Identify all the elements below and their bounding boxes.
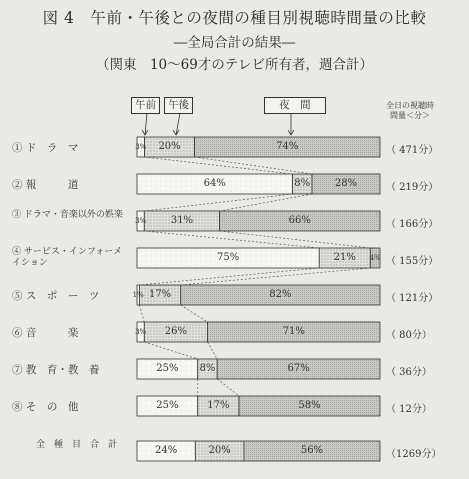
bar-value-label: 31% [170,215,194,226]
connector-line [139,268,319,285]
row-total: （ 80分） [386,330,432,341]
bar-value-label: 74% [276,141,299,152]
chart-subtitle: ―全局合計の結果― [173,35,296,51]
bar-value-label: 66% [288,215,311,226]
connector-line [144,342,197,359]
bar-value-label: 4% [369,253,381,262]
row-label [12,140,78,155]
bar-value-label: 3% [135,327,147,336]
chart-title: 図 4 午前・午後との夜間の種目別視聴時間量の比較 [42,9,427,27]
bar-value-label: 3% [135,142,147,151]
bar-value-label: 8% [294,178,311,189]
connector-line [217,379,239,396]
connector-line [139,305,144,322]
bar-value-label: 28% [334,178,358,189]
row-name: サービス・インフォーメイション [12,247,122,268]
bar-value-label: 75% [217,252,240,263]
row-total: （ 12分） [386,404,432,415]
bar-value-label: 20% [158,141,181,152]
row-total: （ 155分） [386,256,439,267]
bar-value-label: 1% [132,290,144,299]
row-name: 音 楽 [25,327,79,339]
connector-line [220,194,312,211]
row-number: ④ [12,247,24,257]
row-label [12,362,99,377]
legend-afternoon: 午後 [164,97,193,114]
row-number: ⑤ [12,290,26,302]
row-total: （ 121分） [386,293,439,304]
row-label [36,440,154,451]
row-number: ③ [12,210,24,220]
connector-line [181,305,208,322]
legend-evening: 夜 間 [264,97,326,114]
bar-value-label: 24% [155,445,178,456]
row-name: 教 育・教 養 [25,364,100,376]
row-name: ド ラ マ [25,142,79,154]
row-label [12,247,130,269]
bar-value-label: 64% [203,178,226,189]
connector-line [220,231,371,248]
connector-line [181,268,371,285]
bar-value-label: 3% [135,216,147,225]
row-name: ドラマ・音楽以外の娯楽 [23,210,123,220]
bar-value-label: 56% [300,445,324,456]
connector-line [207,342,217,359]
chart-subtitle-2: （関東 10～69才のテレビ所有者，週合計） [95,57,374,73]
legend-morning: 午前 [131,97,160,114]
bar-value-label: 82% [269,289,292,300]
unit-label: 全日の視聴時間量＜分＞ [386,101,434,120]
row-name: 全 種 目 合 計 [36,440,118,450]
bar-value-label: 25% [156,363,179,374]
bar-value-label: 17% [148,289,172,300]
connector-line [195,157,312,174]
row-total: （ 166分） [386,219,439,230]
row-name: ス ポ ー ツ [25,290,100,302]
bar-value-label: 26% [164,326,187,337]
bar-value-label: 20% [208,445,231,456]
row-number: ⑧ [12,401,26,413]
row-number: ⑥ [12,327,26,339]
bar-value-label: 71% [282,326,305,337]
bar-value-label: 17% [207,400,230,411]
row-number: ② [12,179,26,191]
row-label [12,325,78,340]
connector-line [145,157,293,174]
row-total: （ 471分） [386,145,439,156]
row-total: （ 219分） [386,182,439,193]
row-name: そ の 他 [25,401,79,413]
bar-value-label: 8% [199,363,216,374]
row-name: 報 道 [25,179,79,191]
bar-value-label: 21% [333,252,356,263]
connector-line [144,194,292,211]
row-label [12,177,78,192]
row-number: ① [12,142,26,154]
row-label [12,399,78,414]
row-label [12,288,99,303]
bar-value-label: 25% [156,400,179,411]
bar-value-label: 58% [298,400,321,411]
bar-value-label: 67% [287,363,310,374]
legend-arrowhead [173,130,179,135]
row-number: ⑦ [12,364,26,376]
row-label [12,210,130,221]
row-total: （ 36分） [386,367,432,378]
row-total: （1269分） [386,449,442,460]
